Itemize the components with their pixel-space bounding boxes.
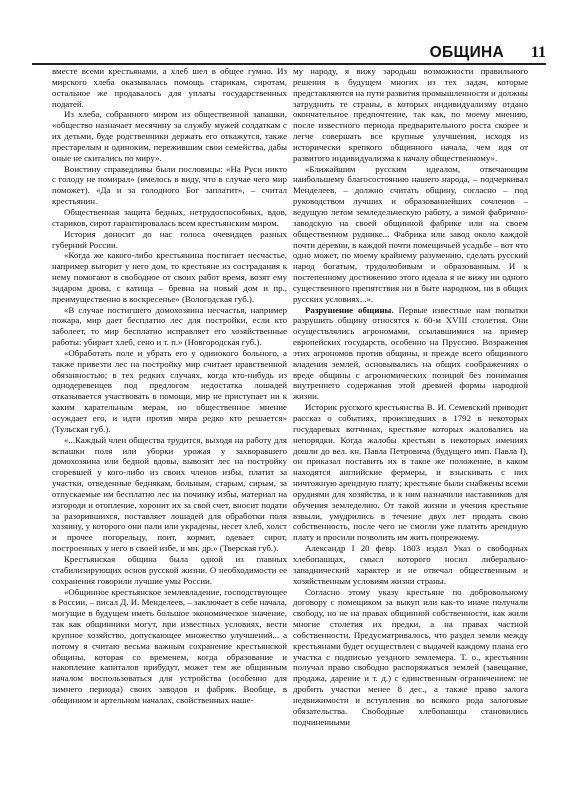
paragraph — [52, 435, 287, 554]
paragraph-text: «Когда же какого-либо крестьянина постигает несчастье, например выгорит у него дом, то крестьяне из сострадания к нему помогают в свободное от своих работ время, возят ему задаром дрова, с катища – бревна на новый дом и пр., преимущественно в воскресенье» (Вологодская губ.). — [52, 250, 287, 304]
paragraph-text: Общественная защита бедных, нетрудоспособных, вдов, стариков, сирот гарантировалась всем крестьянским миром. — [52, 206, 287, 228]
paragraph — [52, 109, 287, 163]
paragraph — [52, 229, 287, 251]
paragraph-text: Крестьянская община была одной из главных стабилизирующих основ русской жизни. О необходимости ее сохранения говорили лучшие умы России. — [52, 553, 287, 586]
paragraph — [52, 207, 287, 229]
left-column — [52, 66, 287, 786]
paragraph-text: Первые известные нам попытки разрушить общину относятся к 60-м XVIII столетия. Они осуществлялись агрономами, ссылавшимися на пример европейских государств, особенно на Пруссию. Возражения этих агрономов против общины, и прежде всего общинного владения землей, основывались на общих соображениях о вреде общины с агрономических позиций без понимания внутреннего содержания этой древней формы народной жизни. — [293, 304, 528, 402]
paragraph — [52, 164, 287, 207]
paragraph-text: Из хлеба, собранного миром из общественной запашки, «общество назначает месячину за службу мужей солдаткам с их детьми, буде родственники держать его откажутся, также престарелым и одиноким, пережившим свои семейства, дабы оные не скитались по миру». — [52, 109, 287, 163]
paragraph — [52, 250, 287, 304]
paragraph-text: Александр I 20 февр. 1803 издал Указ о свободных хлебопашцах, смысл которого носил либерально-западнический характер и не отвечал общественным и хозяйственным условиям жизни страны. — [293, 543, 528, 586]
paragraph-text: му народу, я вижу зародыш возможности правильного решения в будущем многих из тех задач, которые представляются на пути развития промышленности и должны затруднить те страны, в которых индивидуализму отдано окончательное предпочтение, так как, по моему мнению, после известного периода предварительного роста скорее и легче совершать все крупные улучшения, исходя из исторически крепкого общинного начала, чем идя от развитого индивидуализма к началу общественному». — [293, 66, 528, 163]
paragraph-text: «Ближайшим русским идеалом, отвечающим наибольшему благосостоянию нашего народа, – подчеркивал Менделеев, – должно считать общину, согласно – под руководством лучших и образованнейших сочленов – ведущую летом земледельческую работу, а зимой фабрично-заводскую на своей общинной фабрике или на своем общественном руднике... Фабрика или завод около каждой почти деревни, в каждой почти помещичьей усадьбе – вот что одно может, по моему крайнему разумению, сделать русский народ богатым, трудолюбивым и образованным. И к постепенному достижению этого идеала я не вижу ни одного существенного препятствия ни в быте народном, ни в общих русских условиях...». — [293, 163, 528, 304]
paragraph-text: «...Каждый член общества трудится, выходя на работу для вспашки поля или уборки урожая у захворавшего домохозяина или бедной вдовы, вывозит лес на постройку сгоревшей у кого-либо из своих членов избы, платит за участки, отведенные беднякам, больным, старым, сирым, за отпускаемые им бесплатно лес на починку избы, материал на изгороди и отопление, хоронит их за свой счет, вносит подати за разорившихся, поставляет лошадей для обработки поля хозяину, у которого они пали или украдены, несет хлеб, холст и прочее погорельцу, поит, кормит, одевает сирот, построенных у него в своей избе, и мн. др.» (Тверская губ.). — [52, 434, 287, 554]
header-rule — [32, 63, 546, 65]
section-title: ОБЩИНА — [429, 44, 504, 61]
paragraph — [52, 587, 287, 706]
paragraph-text: «Обработать поле и убрать его у одинокого больного, а также привезти лес на постройку мир считает нравственной обязанностью; в тех редких случаях, когда кто-нибудь из однодеревенцев под предлогом недостатка лошадей отказывается участвовать в помощи, мир не приступает ни к каким карательным мерам, но общественное мнение осуждает его, и идти против мира редко кто решается» (Тульская губ.). — [52, 347, 287, 434]
paragraph — [293, 402, 528, 543]
paragraph-text: «В случае постигшего домохозяина несчастья, например пожара, мир дает бесплатно лес для постройки, если кто заболеет, то мир бесплатно исправляет его хозяйственные работы: убирает хлеб, сено и т. п.» (Новгородская губ.). — [52, 304, 287, 348]
paragraph-text: Историк русского крестьянства В. И. Семевский приводит рассказ о событиях, происшедших в 1792 в некоторых государевых вотчинах, крестьяне которых жаловались на непорядки. Когда жалобы крестьян в некоторых имениях дошли до вел. кн. Павла Петровича (будущего имп. Павла I), он приказал поставить их в такое же положение, в каком находятся английские фермеры, и взыскивать с них ничтожную арендную плату; крестьяне были снабжены всеми орудиями для хозяйства, и к ним назначили наставников для обучения земледелию. От такой жизни и учения крестьяне взвыли, умудрились в течение двух лет продать свою собственность, после чего не смогли уже платить арендную плату и просили позволить им жить попрежнему. — [293, 402, 528, 543]
paragraph-text: вместе всеми крестьянами, а хлеб шел в общее гумно. Из мирского хлеба оказывалась помощь старикам, сиротам, остальное же продавалось для уплаты государственных податей. — [52, 66, 287, 109]
page-number: 11 — [530, 44, 546, 61]
paragraph-text: Воистину справедливы были пословицы: «На Руси никто с голоду не помирал» (имелось в виду, что в случае чего мир поможет). «Да и за голодного Бог заплатит», – считал крестьянин. — [52, 163, 287, 207]
paragraph — [52, 348, 287, 435]
paragraph-lead-heading: Разрушение общины. — [305, 304, 394, 315]
paragraph — [52, 66, 287, 109]
paragraph-text: Согласно этому указу крестьяне по добровольному договору с помещиком за выкуп или как-то иначе получали свободу, но не на правах общинной собственности, как жили многие столетия их предки, а на правах частной собственности. Предусматривалось, что раздел земли между крестьянами будет осуществлен с выдачей каждому плана его участка с подписью уездного землемера. Т. о., крестьянин получал право свободно распоряжаться землей (завещание, продажа, дарение и т. д.) с единственным ограничением: не дробить участки менее 8 дес., а также право залога недвижимости и вступления во всякого рода залоговые обязательства. Свободные хлебопашцы становились подчиненными — [293, 586, 528, 727]
paragraph — [293, 543, 528, 586]
paragraph — [293, 66, 528, 164]
paragraph-text: История доносит до нас голоса очевидцев разных губерний России. — [52, 228, 287, 250]
paragraph — [293, 305, 528, 403]
paragraph — [293, 164, 528, 305]
paragraph-text: «Общинное крестьянское землевладение, господствующее в России, – писал Д. И. Менделеев, – заключает в себе начала, могущие в будущем иметь большое экономическое значение, так как общинники могут, при известных условиях, вести крупное хозяйство, допускающее множество улучшений... а потому я считаю весьма важным сохранение крестьянской общины, которая со временем, когда образование и накопление капиталов прибудут, может тем же общинным началом воспользоваться для устройства (особенно для зимнего периода) своих заводов и фабрик. Вообще, в общинном и артельном началах, свойственных наше- — [52, 586, 287, 705]
paragraph — [52, 305, 287, 348]
paragraph — [293, 587, 528, 728]
right-column — [293, 66, 528, 786]
paragraph — [52, 554, 287, 587]
page-header — [30, 44, 546, 62]
